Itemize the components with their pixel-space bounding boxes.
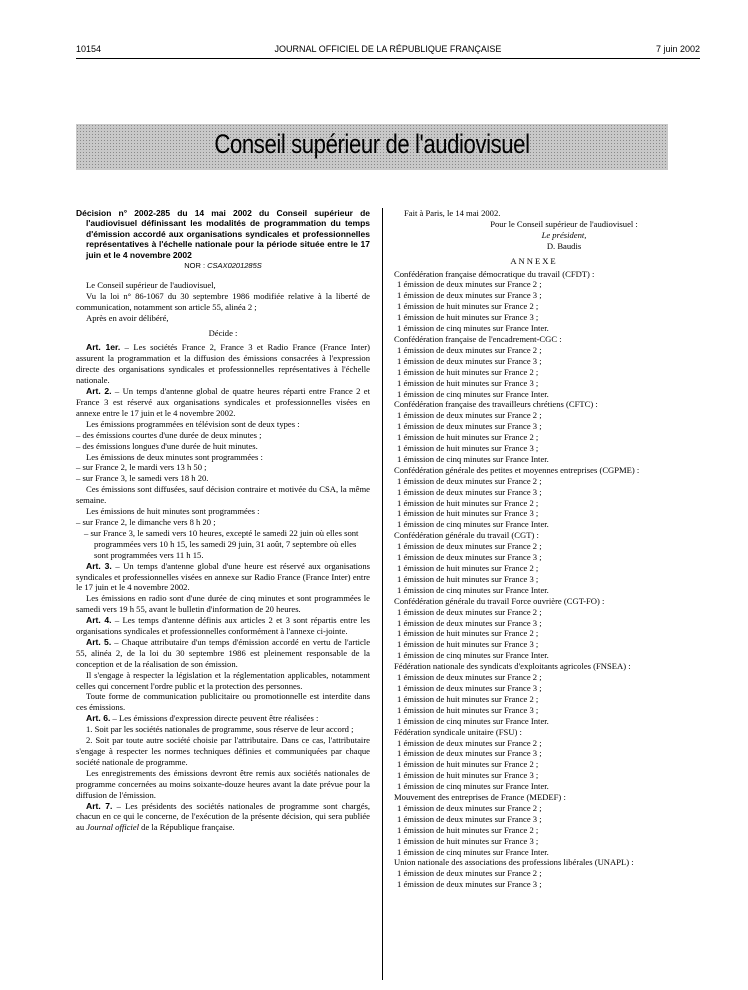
article-label: Art. 4. [86, 615, 112, 626]
list-item: – sur France 3, le samedi vers 10 heures, excepté le samedi 22 juin où elles sont programmées vers 10 h 15, les samedi 29 juin, 31 août, 7 septembre où elles sont programmées vers 11 h 15. [84, 527, 359, 560]
annexe-broadcast-item: 1 émission de deux minutes sur France 2 ; [397, 737, 542, 748]
annexe-broadcast-item: 1 émission de cinq minutes sur France Inter. [397, 584, 549, 595]
annexe-broadcast-item: 1 émission de deux minutes sur France 3 ; [397, 421, 542, 432]
paragraph: 2. Soit par toute autre société choisie par l'attributaire. Dans ce cas, l'attributaire s'engage à respecter les normes techniques définies et communiquées par chaque société nationale de programme. [76, 735, 370, 767]
annexe-broadcast-item: 1 émission de deux minutes sur France 2 ; [397, 802, 542, 813]
annexe-broadcast-item: 1 émission de huit minutes sur France 3 ; [397, 573, 539, 584]
annexe-broadcast-item: 1 émission de deux minutes sur France 2 ; [397, 541, 542, 552]
paragraph: Les émissions de deux minutes sont programmées : [86, 451, 263, 462]
annexe-organization: Fédération nationale des syndicats d'exploitants agricoles (FNSEA) : [394, 661, 631, 672]
annexe-broadcast-item: 1 émission de deux minutes sur France 3 ; [397, 813, 542, 824]
decide-heading: Décide : [208, 327, 238, 338]
annexe-broadcast-item: 1 émission de cinq minutes sur France Inter. [397, 519, 549, 530]
annexe-broadcast-item: 1 émission de huit minutes sur France 3 ; [397, 312, 539, 323]
annexe-broadcast-item: 1 émission de huit minutes sur France 2 ; [397, 693, 539, 704]
annexe-organization: Mouvement des entreprises de France (MEDEF) : [394, 792, 566, 803]
annexe-broadcast-item: 1 émission de huit minutes sur France 3 ; [397, 639, 539, 650]
annexe-broadcast-item: 1 émission de huit minutes sur France 3 ; [397, 443, 539, 454]
article-3 [76, 561, 370, 594]
article-6 [76, 713, 370, 724]
journal-title: JOURNAL OFFICIEL DE LA RÉPUBLIQUE FRANÇAISE [274, 44, 502, 54]
annexe-organization: Confédération générale du travail (CGT) : [394, 530, 539, 541]
annexe-organization: Confédération française de l'encadrement-CGC : [394, 333, 562, 344]
article-5 [76, 637, 370, 670]
annexe-broadcast-item: 1 émission de cinq minutes sur France Inter. [397, 388, 549, 399]
page-number: 10154 [76, 44, 102, 54]
right-column [394, 208, 674, 890]
annexe-broadcast-item: 1 émission de huit minutes sur France 2 ; [397, 497, 539, 508]
annexe-broadcast-item: 1 émission de huit minutes sur France 2 ; [397, 563, 539, 573]
annexe-broadcast-item: 1 émission de deux minutes sur France 3 ; [397, 748, 542, 759]
annexe-broadcast-item: 1 émission de cinq minutes sur France Inter. [397, 453, 549, 464]
article-label: Art. 1er. [86, 342, 121, 353]
list-item: – sur France 2, le mardi vers 13 h 50 ; [76, 462, 207, 473]
article-label: Art. 7. [86, 800, 113, 811]
intro-line: Vu la loi n° 86-1067 du 30 septembre 1986 modifiée relative à la liberté de communication, notamment son article 55, alinéa 2 ; [76, 290, 370, 312]
article-label: Art. 6. [86, 713, 111, 724]
article-text: – Les émissions d'expression directe peuvent être réalisées : [110, 713, 319, 724]
annexe-broadcast-item: 1 émission de deux minutes sur France 2 ; [397, 672, 542, 683]
paragraph: Les émissions en radio sont d'une durée de cinq minutes et sont programmées le samedi vers 19 h 55, avant le bulletin d'information de 20 heures. [76, 593, 370, 615]
left-column [76, 208, 370, 833]
intro-line: Le Conseil supérieur de l'audiovisuel, [86, 279, 216, 290]
article-text: – Un temps d'antenne global d'une heure est réservé aux organisations syndicales et professionnelles visées en annexe sur Radio France (France Inter) entre le 17 juin et le 4 novembre 2002. [76, 560, 370, 593]
annexe-broadcast-item: 1 émission de deux minutes sur France 3 ; [397, 486, 542, 497]
annexe-organization: Confédération française des travailleurs chrétiens (CFTC) : [394, 399, 598, 410]
annexe-broadcast-item: 1 émission de deux minutes sur France 3 ; [397, 879, 542, 890]
annexe-broadcast-item: 1 émission de huit minutes sur France 2 ; [397, 628, 539, 639]
annexe-broadcast-item: 1 émission de deux minutes sur France 3 ; [397, 617, 542, 628]
article-2 [76, 386, 370, 419]
article-text: – Un temps d'antenne global de quatre heures réparti entre France 2 et France 3 est réservé aux organisations syndicales et professionnelles visées en annexe entre le 17 juin et le 4 novembre 2002. [76, 386, 370, 418]
page-header [76, 44, 700, 58]
paragraph: 1. Soit par les sociétés nationales de programme, sous réserve de leur accord ; [86, 724, 354, 735]
annexe-broadcast-item: 1 émission de cinq minutes sur France Inter. [397, 715, 549, 726]
annexe-broadcast-item: 1 émission de deux minutes sur France 2 ; [397, 279, 542, 290]
signature-for-council: Pour le Conseil supérieur de l'audiovisuel : [490, 218, 638, 229]
annexe-broadcast-item: 1 émission de huit minutes sur France 2 ; [397, 366, 539, 377]
annexe-broadcast-item: 1 émission de deux minutes sur France 2 ; [397, 606, 542, 617]
article-text: de la République française. [139, 822, 235, 833]
annexe-broadcast-item: 1 émission de cinq minutes sur France Inter. [397, 846, 549, 857]
header-rule [76, 58, 700, 59]
article-7 [76, 801, 370, 834]
paragraph: Il s'engage à respecter la législation et la réglementation applicables, notamment celles qui concernent l'ordre public et la protection des personnes. [76, 669, 370, 691]
annexe-broadcast-item: 1 émission de deux minutes sur France 2 ; [397, 868, 542, 879]
intro-line: Après en avoir délibéré, [86, 312, 169, 323]
annexe-broadcast-item: 1 émission de deux minutes sur France 2 ; [397, 344, 542, 355]
annexe-list [394, 269, 674, 891]
list-item: – sur France 3, le samedi vers 18 h 20. [76, 473, 209, 484]
annexe-broadcast-item: 1 émission de cinq minutes sur France Inter. [397, 781, 549, 792]
annexe-organization: Fédération syndicale unitaire (FSU) : [394, 726, 522, 737]
paragraph: Les émissions programmées en télévision sont de deux types : [86, 418, 300, 429]
signature-name: D. Baudis [546, 240, 582, 251]
article-label: Art. 3. [86, 560, 112, 571]
annexe-broadcast-item: 1 émission de deux minutes sur France 3 ; [397, 355, 542, 366]
annexe-broadcast-item: 1 émission de huit minutes sur France 3 ; [397, 704, 539, 715]
paragraph: Les enregistrements des émissions devront être remis aux sociétés nationales de programme concernées au moins soixante-douze heures avant la date prévue pour la diffusion de l'émission. [76, 767, 370, 800]
annexe-organization: Confédération générale du travail Force ouvrière (CGT-FO) : [394, 595, 605, 606]
annexe-broadcast-item: 1 émission de deux minutes sur France 2 ; [397, 475, 542, 486]
article-label: Art. 5. [86, 636, 112, 647]
list-item: – des émissions courtes d'une durée de deux minutes ; [76, 429, 262, 440]
signature-place-date: Fait à Paris, le 14 mai 2002. [404, 208, 501, 218]
section-banner [76, 124, 668, 170]
annexe-broadcast-item: 1 émission de deux minutes sur France 3 ; [397, 682, 542, 693]
annexe-organization: Union nationale des associations des professions libérales (UNAPL) : [394, 857, 634, 868]
annexe-broadcast-item: 1 émission de deux minutes sur France 3 ; [397, 552, 542, 563]
annexe-organization: Confédération française démocratique du travail (CFDT) : [394, 268, 595, 279]
nor-label: NOR : [184, 261, 208, 271]
article-text: – Les sociétés France 2, France 3 et Radio France (France Inter) assurent la programmation et la diffusion des émissions consacrées à l'expression directe des organisations syndicales et professionnelles représentatives à l'échelle nationale. [76, 342, 370, 386]
annexe-broadcast-item: 1 émission de deux minutes sur France 3 ; [397, 290, 542, 301]
signature-role-text: Le président, [541, 229, 587, 240]
section-title: Conseil supérieur de l'audiovisuel [214, 129, 530, 159]
annexe-broadcast-item: 1 émission de huit minutes sur France 2 ; [397, 301, 539, 312]
annexe-broadcast-item: 1 émission de huit minutes sur France 3 ; [397, 377, 539, 388]
paragraph: Ces émissions sont diffusées, sauf décision contraire et motivée du CSA, la même semaine. [76, 484, 370, 506]
signature-role [454, 230, 674, 241]
annexe-broadcast-item: 1 émission de cinq minutes sur France Inter. [397, 650, 549, 661]
decision-title: Décision n° 2002-285 du 14 mai 2002 du Conseil supérieur de l'audiovisuel définissant les modalités de programmation du temps d'émission accordé aux organisations syndicales et professionnelles représentatives à l'échelle nationale pour la période située entre le 17 juin et le 4 novembre 2002 [76, 208, 370, 260]
annexe-heading: ANNEXE [510, 255, 558, 266]
annexe-broadcast-item: 1 émission de huit minutes sur France 2 ; [397, 824, 539, 835]
annexe-organization: Confédération générale des petites et moyennes entreprises (CGPME) : [394, 464, 640, 475]
annexe-broadcast-item: 1 émission de huit minutes sur France 2 ; [397, 759, 539, 770]
article-4 [76, 615, 370, 637]
nor-code: CSAX0201285S [207, 261, 262, 271]
article-label: Art. 2. [86, 386, 112, 397]
annexe-broadcast-item: 1 émission de huit minutes sur France 3 ; [397, 835, 539, 846]
article-text: – Chaque attributaire d'un temps d'émission accordé en vertu de l'article 55, alinéa 2, de la loi du 30 septembre 1986 est pleinement responsable de la conception et de la réalisation de son émission. [76, 636, 371, 669]
paragraph: Les émissions de huit minutes sont programmées : [86, 506, 260, 517]
annexe-broadcast-item: 1 émission de huit minutes sur France 2 ; [397, 432, 539, 443]
annexe-broadcast-item: 1 émission de deux minutes sur France 2 ; [397, 410, 542, 421]
nor-reference [76, 261, 370, 272]
annexe-broadcast-item: 1 émission de huit minutes sur France 3 ; [397, 508, 539, 519]
article-1 [76, 342, 370, 386]
journal-reference: Journal officiel [86, 822, 140, 833]
list-item: – des émissions longues d'une durée de huit minutes. [76, 440, 258, 451]
issue-date: 7 juin 2002 [655, 44, 700, 54]
article-text: – Les présidents des sociétés nationales de programme sont chargés, chacun en ce qui le concerne, de l'exécution de la présente décision, qui sera publiée au [76, 800, 370, 833]
article-text: – Les temps d'antenne définis aux articles 2 et 3 sont répartis entre les organisations syndicales et professionnelles conformément à l'annexe ci-jointe. [76, 615, 370, 637]
annexe-broadcast-item: 1 émission de cinq minutes sur France Inter. [397, 323, 549, 334]
column-divider [382, 208, 383, 980]
list-item: – sur France 2, le dimanche vers 8 h 20 ; [76, 516, 216, 527]
paragraph: Toute forme de communication publicitaire ou promotionnelle est interdite dans ces émissions. [76, 691, 370, 713]
annexe-broadcast-item: 1 émission de huit minutes sur France 3 ; [397, 770, 539, 781]
